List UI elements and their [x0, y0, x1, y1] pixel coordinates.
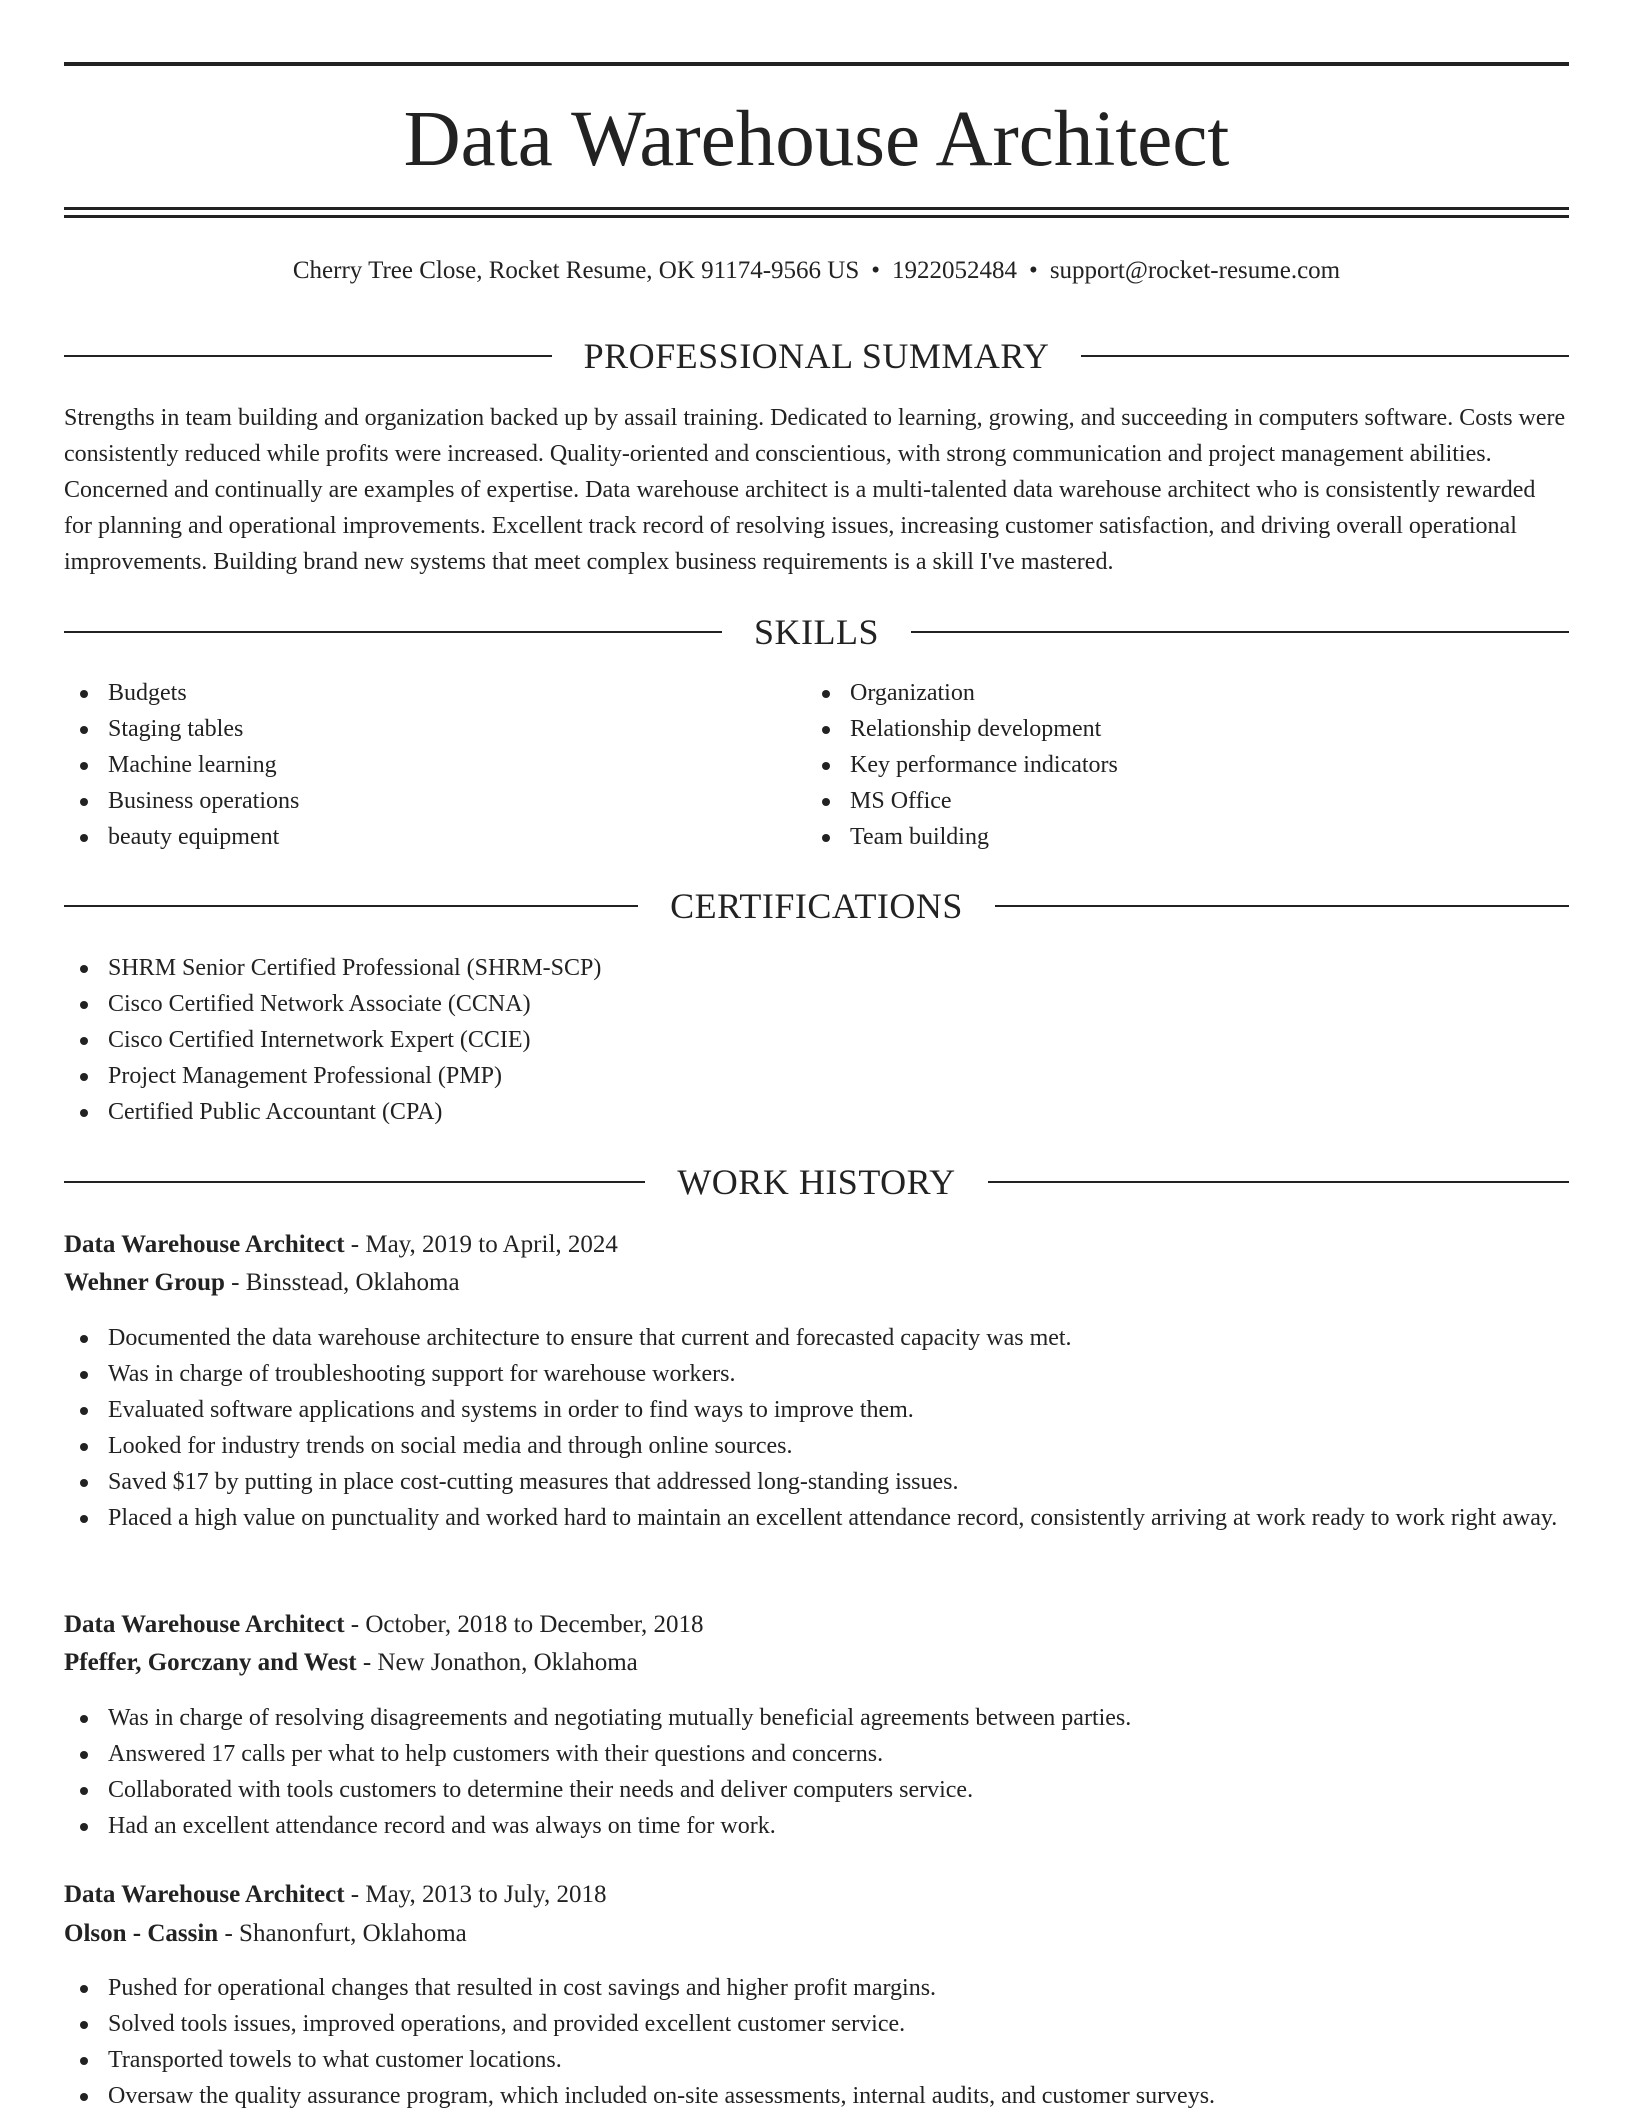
job-dates: - October, 2018 to December, 2018: [344, 1611, 704, 1638]
job-company: Wehner Group: [64, 1269, 225, 1296]
heading-rule: [995, 905, 1569, 907]
job-company-line: [64, 1265, 460, 1301]
job-location: - New Jonathon, Oklahoma: [356, 1649, 638, 1676]
job-location: - Binsstead, Oklahoma: [224, 1269, 460, 1296]
job-duty: Transported towels to what customer locations.: [64, 2042, 1569, 2078]
job-duties-list: [64, 1700, 1569, 1844]
job-title-line: [64, 1607, 704, 1643]
heading-rule: [64, 355, 552, 357]
job-duties-list: [64, 1320, 1569, 1536]
summary-text: Strengths in team building and organization backed up by assail training. Dedicated to learning, growing, and succeeding in computers software. Costs were consistently reduced while profits were increased. Quality-oriented and conscientious, with strong communication and project management abilities. Concerned and continually are examples of expertise. Data warehouse architect is a multi-talented data warehouse architect who is consistently rewarded for planning and operational improvements. Excellent track record of resolving issues, increasing customer satisfaction, and driving overall operational improvements. Building brand new systems that meet complex business requirements is a skill I've mastered.: [64, 405, 1566, 575]
section-heading-work-history: [64, 1160, 1569, 1204]
heading-rule: [64, 631, 722, 633]
section-heading-skills: [64, 610, 1569, 654]
job-duty: Oversaw the quality assurance program, which included on-site assessments, internal audits, and customer surveys.: [64, 2078, 1569, 2114]
skill-item: Business operations: [64, 783, 804, 819]
skill-item: beauty equipment: [64, 819, 804, 855]
job-duty: Collaborated with tools customers to determine their needs and deliver computers service.: [64, 1772, 1569, 1808]
job-title: Data Warehouse Architect: [64, 1611, 345, 1638]
certification-item: Cisco Certified Internetwork Expert (CCIE): [64, 1022, 1569, 1058]
skill-item: Relationship development: [806, 711, 1566, 747]
heading-rule: [911, 631, 1569, 633]
job-company-line: [64, 1645, 638, 1681]
certifications-list: [64, 950, 1569, 1130]
job-location: - Shanonfurt, Oklahoma: [218, 1920, 467, 1947]
job-duty: Documented the data warehouse architecture to ensure that current and forecasted capacity was met.: [64, 1320, 1569, 1356]
top-rule: [64, 62, 1569, 66]
certification-item: Project Management Professional (PMP): [64, 1058, 1569, 1094]
heading-rule: [988, 1181, 1569, 1183]
job-duties-list: [64, 1970, 1569, 2114]
section-heading-certifications: [64, 884, 1569, 928]
skill-item: Staging tables: [64, 711, 804, 747]
header-double-rule: [64, 207, 1569, 218]
heading-rule: [64, 905, 638, 907]
contact-address: Cherry Tree Close, Rocket Resume, OK 91174-9566 US: [292, 257, 860, 284]
job-duty: Saved $17 by putting in place cost-cutting measures that addressed long-standing issues.: [64, 1464, 1569, 1500]
heading-rule: [64, 1181, 645, 1183]
skill-item: MS Office: [806, 783, 1566, 819]
contact-separator: •: [871, 257, 881, 284]
section-heading-summary: [64, 334, 1569, 378]
job-company-line: [64, 1916, 467, 1952]
resume-name: Data Warehouse Architect: [403, 96, 1230, 183]
job-duty: Had an excellent attendance record and was always on time for work.: [64, 1808, 1569, 1844]
contact-separator: •: [1029, 257, 1038, 284]
section-title: PROFESSIONAL SUMMARY: [583, 336, 1050, 376]
job-duty: Pushed for operational changes that resulted in cost savings and higher profit margins.: [64, 1970, 1569, 2006]
skill-item: Organization: [806, 675, 1566, 711]
heading-rule: [1081, 355, 1569, 357]
job-title: Data Warehouse Architect: [64, 1231, 345, 1258]
job-duty: Placed a high value on punctuality and worked hard to maintain an excellent attendance record, consistently arriving at work ready to work right away.: [64, 1500, 1569, 1536]
job-duty: Was in charge of resolving disagreements and negotiating mutually beneficial agreements between parties.: [64, 1700, 1569, 1736]
job-title-line: [64, 1227, 618, 1263]
job-duty: Looked for industry trends on social media and through online sources.: [64, 1428, 1569, 1464]
skill-item: Machine learning: [64, 747, 804, 783]
job-title: Data Warehouse Architect: [64, 1881, 345, 1908]
section-title: WORK HISTORY: [677, 1162, 956, 1202]
certification-item: Certified Public Accountant (CPA): [64, 1094, 1569, 1130]
job-company: Olson - Cassin: [64, 1920, 219, 1947]
section-title: SKILLS: [754, 612, 880, 652]
contact-email: support@rocket-resume.com: [1049, 257, 1341, 284]
job-title-line: [64, 1877, 607, 1913]
skill-item: Team building: [806, 819, 1566, 855]
certification-item: Cisco Certified Network Associate (CCNA): [64, 986, 1569, 1022]
contact-phone: 1922052484: [892, 257, 1018, 284]
job-duty: Was in charge of troubleshooting support for warehouse workers.: [64, 1356, 1569, 1392]
contact-line: [64, 255, 1569, 287]
resume-page: [64, 0, 1569, 2112]
job-dates: - May, 2013 to July, 2018: [344, 1881, 607, 1908]
skills-list-left: [64, 675, 804, 855]
certification-item: SHRM Senior Certified Professional (SHRM-SCP): [64, 950, 1569, 986]
job-duty: Answered 17 calls per what to help customers with their questions and concerns.: [64, 1736, 1569, 1772]
section-title: CERTIFICATIONS: [670, 886, 963, 926]
skill-item: Budgets: [64, 675, 804, 711]
job-duty: Solved tools issues, improved operations, and provided excellent customer service.: [64, 2006, 1569, 2042]
job-dates: - May, 2019 to April, 2024: [344, 1231, 618, 1258]
job-company: Pfeffer, Gorczany and West: [64, 1649, 357, 1676]
skill-item: Key performance indicators: [806, 747, 1566, 783]
skills-list-right: [806, 675, 1566, 855]
job-duty: Evaluated software applications and systems in order to find ways to improve them.: [64, 1392, 1569, 1428]
